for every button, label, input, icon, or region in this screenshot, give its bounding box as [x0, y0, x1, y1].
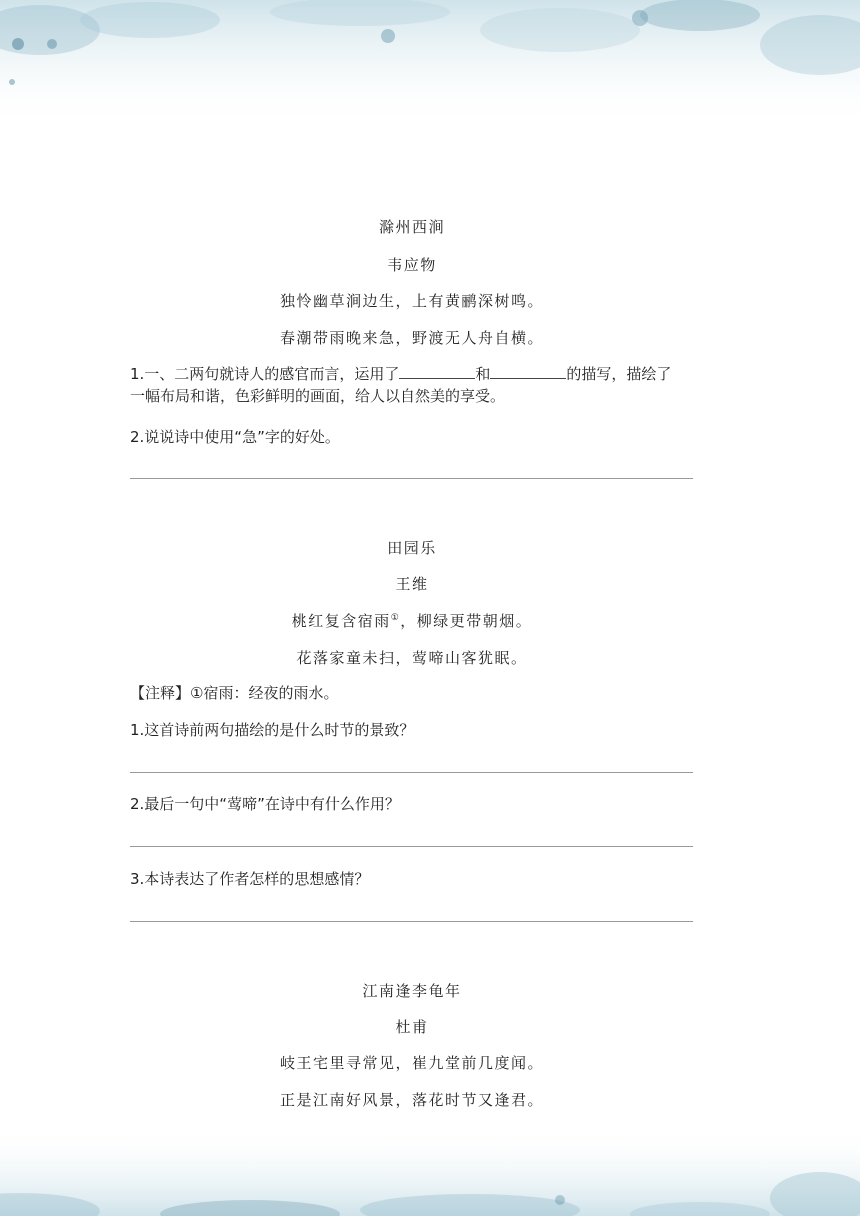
poem-author: 韦应物 — [387, 256, 437, 274]
poem-author: 王维 — [395, 575, 429, 593]
answer-line[interactable] — [130, 846, 693, 847]
fill-blank[interactable] — [490, 364, 566, 379]
answer-line[interactable] — [130, 921, 693, 922]
poem-section-1 — [130, 0, 694, 1216]
poem-line-text: 桃红复含宿雨 — [291, 612, 391, 630]
question-text: 和 — [475, 365, 491, 383]
footnote-marker: ① — [390, 613, 401, 623]
poem-line: 岐王宅里寻常见，崔九堂前几度闻。 — [279, 1054, 544, 1072]
poem-line-text: ，柳绿更带朝烟。 — [400, 612, 533, 630]
question-text: 一幅布局和谐，色彩鲜明的画面，给人以自然美的享受。 — [130, 387, 506, 405]
poem-line: 独怜幽草涧边生，上有黄鹂深树鸣。 — [279, 292, 544, 310]
answer-line[interactable] — [130, 772, 693, 773]
poem-line: 春潮带雨晚来急，野渡无人舟自横。 — [279, 329, 544, 347]
question-1 — [130, 363, 750, 407]
poem-title: 田园乐 — [387, 539, 437, 557]
poem-line: 花落家童未扫，莺啼山客犹眠。 — [296, 649, 528, 667]
question-text: 的描写，描绘了 — [566, 365, 672, 383]
question-3: 3.本诗表达了作者怎样的思想感情？ — [130, 870, 370, 888]
fill-blank[interactable] — [399, 364, 475, 379]
poem-title: 江南逢李龟年 — [362, 982, 462, 1000]
poem-line: 正是江南好风景，落花时节又逢君。 — [279, 1091, 544, 1109]
question-text: 1.一、二两句就诗人的感官而言，运用了 — [130, 365, 400, 383]
question-1: 1.这首诗前两句描绘的是什么时节的景致？ — [130, 721, 415, 739]
answer-line[interactable] — [130, 478, 693, 479]
question-2: 2.说说诗中使用“急”字的好处。 — [130, 428, 340, 446]
poem-author: 杜甫 — [395, 1018, 429, 1036]
poem-title: 滁州西涧 — [378, 218, 445, 236]
poem-line — [130, 610, 694, 631]
question-2: 2.最后一句中“莺啼”在诗中有什么作用？ — [130, 795, 400, 813]
annotation-note: 【注释】①宿雨：经夜的雨水。 — [130, 684, 339, 702]
